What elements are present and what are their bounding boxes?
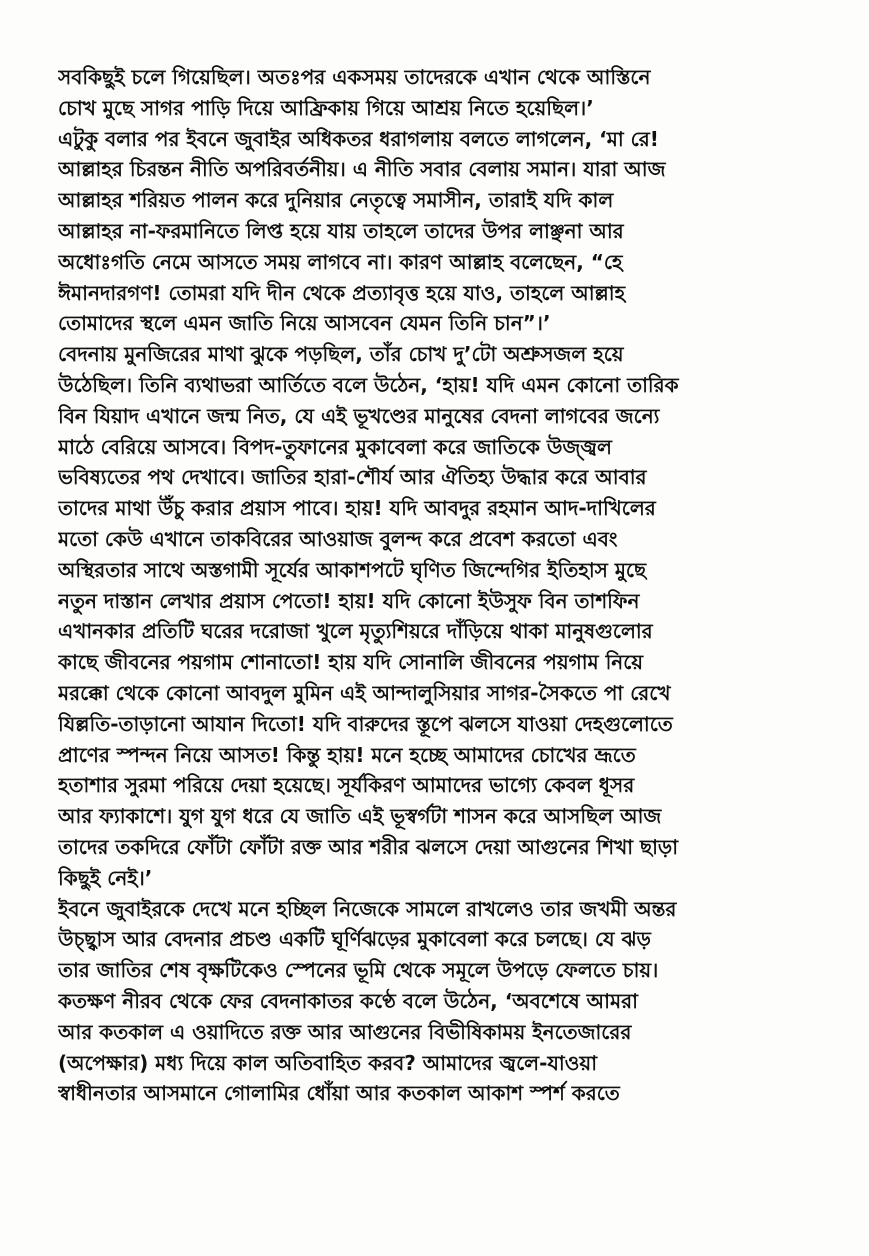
text-line: মরক্কো থেকে কোনো আবদুল মুমিন এই আন্দালুসিয়ার সাগর-সৈকতে পা রেখে [58,680,671,705]
text-line: ভবিষ্যতের পথ দেখাবে। জাতির হারা-শৌর্য আর ঐতিহ্য উদ্ধার করে আবার [58,465,647,490]
text-line: ইবনে জুবাইরকে দেখে মনে হচ্ছিল নিজেকে সামলে রাখলেও তার জখমী অন্তর [58,896,677,921]
text-line: প্রাণের স্পন্দন নিয়ে আসত! কিন্তু হায়! মনে হচ্ছে আমাদের চোখের ভ্রূতে [58,742,636,767]
text-line: তার জাতির শেষ বৃক্ষটিকেও স্পেনের ভূমি থেকে সমূলে উপড়ে ফেলতে চায়। [58,958,659,983]
text-line: চোখ মুছে সাগর পাড়ি দিয়ে আফ্রিকায় গিয়ে আশ্রয় নিতে হয়েছিল।’ [58,95,594,120]
text-line: তাদের মাথা উঁচু করার প্রয়াস পাবে। হায়! যদি আবদুর রহমান আদ-দাখিলের [58,496,656,521]
text-line: আল্লাহর শরিয়ত পালন করে দুনিয়ার নেতৃত্বে সমাসীন, তারাই যদি কাল [58,188,614,213]
text-line: বেদনায় মুনজিরের মাথা ঝুকে পড়ছিল, তাঁর চোখ দু’টো অশ্রুসজল হয়ে [58,342,624,367]
text-line: এখানকার প্রতিটি ঘরের দরোজা খুলে মৃত্যুশিয়রে দাঁড়িয়ে থাকা মানুষগুলোর [58,619,653,644]
text-line: হতাশার সুরমা পরিয়ে দেয়া হয়েছে। সূর্যকিরণ আমাদের ভাগ্যে কেবল ধূসর [58,773,635,798]
text-line: তোমাদের স্থলে এমন জাতি নিয়ে আসবেন যেমন তিনি চান”।’ [58,311,551,336]
text-line: মতো কেউ এখানে তাকবিরের আওয়াজ বুলন্দ করে প্রবেশ করতো এবং [58,526,618,551]
text-line: আর ফ্যাকাশে। যুগ যুগ ধরে যে জাতি এই ভূস্বর্গটা শাসন করে আসছিল আজ [58,804,662,829]
text-line: স্বাধীনতার আসমানে গোলামির ধোঁয়া আর কতকাল আকাশ স্পর্শ করতে [58,1081,620,1106]
text-line: আর কতকাল এ ওয়াদিতে রক্ত আর আগুনের বিভীষিকাময় ইনতেজারের [58,1019,632,1044]
page-body-text [58,62,810,1109]
text-line: মাঠে বেরিয়ে আসবে। বিপদ-তুফানের মুকাবেলা করে জাতিকে উজ্জ্বল [58,434,612,459]
text-line: (অপেক্ষার) মধ্য দিয়ে কাল অতিবাহিত করব? আমাদের জ্বলে-যাওয়া [58,1050,597,1075]
text-line: কাছে জীবনের পয়গাম শোনাতো! হায় যদি সোনালি জীবনের পয়গাম নিয়ে [58,650,644,675]
text-line: অস্থিরতার সাথে অস্তগামী সূর্যের আকাশপটে ঘৃণিত জিন্দেগির ইতিহাস মুছে [58,557,647,582]
text-line: তাদের তকদিরে ফোঁটা ফোঁটা রক্ত আর শরীর ঝলসে দেয়া আগুনের শিখা ছাড়া [58,834,679,859]
text-line: আল্লাহর চিরন্তন নীতি অপরিবর্তনীয়। এ নীতি সবার বেলায় সমান। যারা আজ [58,157,666,182]
text-line: নতুন দাস্তান লেখার প্রয়াস পেতো! হায়! যদি কোনো ইউসুফ বিন তাশফিন [58,588,640,613]
text-line: উঠেছিল। তিনি ব্যথাভরা আর্তিতে বলে উঠেন, ‘হায়! যদি এমন কোনো তারিক [58,372,679,397]
text-line: অধোঃগতি নেমে আসতে সময় লাগবে না। কারণ আল্লাহ বলেছেন, “হে [58,249,623,274]
text-line: আল্লাহর না-ফরমানিতে লিপ্ত হয়ে যায় তাহলে তাদের উপর লাঞ্ছনা আর [58,218,624,243]
text-line: বিন যিয়াদ এখানে জন্ম নিত, যে এই ভূখণ্ডের মানুষের বেদনা লাগবের জন্যে [58,403,660,428]
text-line: ঈমানদারগণ! তোমরা যদি দীন থেকে প্রত্যাবৃত্ত হয়ে যাও, তাহলে আল্লাহ [58,280,626,305]
text-line: উচ্ছ্বাস আর বেদনার প্রচণ্ড একটি ঘূর্ণিঝড়ের মুকাবেলা করে চলছে। যে ঝড় [58,927,651,952]
text-line: কতক্ষণ নীরব থেকে ফের বেদনাকাতর কণ্ঠে বলে উঠেন, ‘অবশেষে আমরা [58,988,638,1013]
text-line: যিল্লতি-তাড়ানো আযান দিতো! যদি বারুদের স্তূপে ঝলসে যাওয়া দেহগুলোতে [58,711,673,736]
text-line: এটুকু বলার পর ইবনে জুবাইর অধিকতর ধরাগলায় বলতে লাগলেন, ‘মা রে! [58,126,659,151]
text-line: কিছুই নেই।’ [58,865,153,890]
text-line: সবকিছুই চলে গিয়েছিল। অতঃপর একসময় তাদেরকে এখান থেকে আস্তিনে [58,65,651,89]
